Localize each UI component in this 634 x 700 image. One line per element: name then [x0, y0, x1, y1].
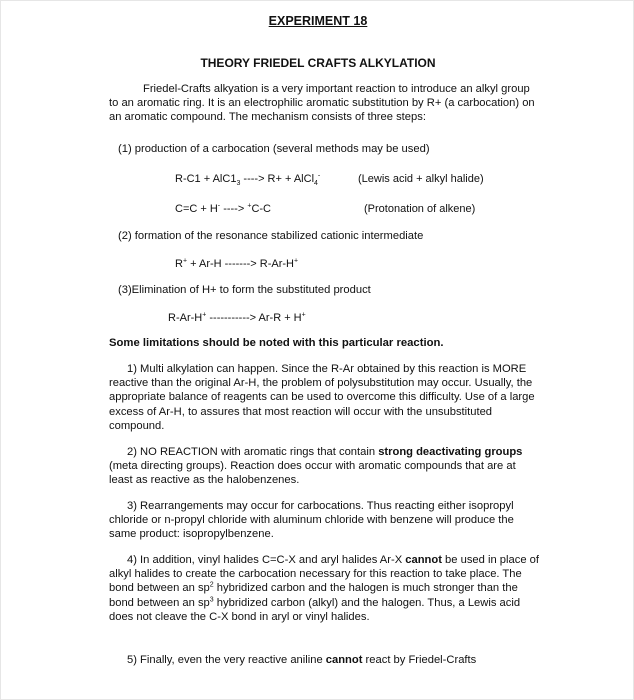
- intro-paragraph: Friedel-Crafts alkyation is a very important reaction to introduce an alkyl group to an aromatic ring. It is an electrophilic aromatic substitution by R+ (a carbocation) on an aromatic compound. The mechanism consists of three steps:: [109, 83, 535, 124]
- equation-1-note: (Lewis acid + alkyl halide): [358, 173, 484, 185]
- limitation-1: 1) Multi alkylation can happen. Since the R-Ar obtained by this reaction is MORE reactive than the original Ar-H, the problem of polysubstitution may occur. Usually, the appropriate balance of reagents can be used to overcome this difficulty. Use of a large excess of Ar-H, to assures that most reaction will occur with the unsubstituted compound.: [109, 363, 535, 432]
- equation-3-sup-2: +: [293, 257, 299, 265]
- equation-2-c: C-C: [251, 203, 271, 215]
- limitation-4-bold: cannot: [405, 554, 442, 566]
- equation-1-mid: ----> R+ + AlCl: [240, 173, 315, 185]
- limitation-4-text-a: 4) In addition, vinyl halides C=C-X and aryl halides Ar-X: [127, 554, 406, 566]
- equation-4-sup-1: +: [202, 311, 207, 319]
- equation-1: [175, 172, 321, 188]
- equation-2-sup-1: -: [217, 202, 221, 210]
- equation-3-a: R: [175, 258, 183, 270]
- limitation-2-bold: strong deactivating groups: [378, 446, 523, 458]
- limitation-4: [109, 553, 541, 624]
- step-2-text: (2) formation of the resonance stabilized cationic intermediate: [118, 230, 424, 242]
- step-3-text: (3)Elimination of H+ to form the substituted product: [118, 284, 371, 296]
- page-title: EXPERIMENT 18: [268, 14, 368, 28]
- limitation-4-text-b: be used in place of alkyl halides to create the carbocation necessary for this reaction to take place. The bond between an sp: [109, 554, 539, 595]
- equation-2-sup-2: +: [247, 202, 252, 210]
- equation-2-note: (Protonation of alkene): [364, 203, 476, 215]
- equation-2: [175, 203, 271, 215]
- step-1-text: (1) production of a carbocation (several methods may be used): [118, 143, 430, 155]
- equation-4-b: -----------> Ar-R + H: [206, 312, 302, 324]
- limitation-4-sup-2: 3: [209, 595, 214, 603]
- equation-3-sup-1: +: [182, 257, 188, 265]
- equation-4-a: R-Ar-H: [168, 312, 203, 324]
- limitation-5-bold: cannot: [325, 654, 363, 666]
- limitation-3: 3) Rearrangements may occur for carbocations. Thus reacting either isopropyl chloride or n-propyl chloride with aluminum chloride with benzene will produce the same product: isopropylbenzene.: [109, 500, 514, 541]
- limitation-4-sup-1: 2: [209, 581, 214, 589]
- limitation-4-text-d: hybridized carbon (alkyl) and the halogen. Thus, a Lewis acid does not cleave the C-X bond in aryl or vinyl halides.: [109, 596, 521, 623]
- equation-1-superscript: -: [317, 172, 321, 180]
- limitation-2-text-a: 2) NO REACTION with aromatic rings that contain: [127, 446, 379, 458]
- equation-4: [168, 312, 306, 324]
- equation-1-lhs-subscript: 3: [236, 180, 241, 188]
- equation-2-arrow: ---->: [220, 203, 248, 215]
- limitation-2-text-b: (meta directing groups). Reaction does occur with aromatic compounds that are at least as reactive as the halobenzenes.: [109, 460, 516, 487]
- limitation-2: [109, 445, 541, 488]
- limitation-5-text-a: 5) Finally, even the very reactive aniline: [127, 654, 326, 666]
- equation-1-lhs: R-C1 + AlC1: [175, 173, 237, 185]
- equation-2-a: C=C + H: [175, 203, 218, 215]
- equation-3-b: + Ar-H -------> R-Ar-H: [187, 258, 294, 270]
- limitations-heading: Some limitations should be noted with this particular reaction.: [109, 337, 444, 349]
- equation-1-subscript: 4: [314, 180, 318, 188]
- limitation-5: [109, 653, 541, 667]
- section-heading: THEORY FRIEDEL CRAFTS ALKYLATION: [200, 56, 436, 70]
- equation-3: [175, 258, 298, 270]
- limitation-5-text-b: react by Friedel-Crafts: [362, 654, 477, 666]
- limitation-4-text-c: hybridized carbon and the halogen is much stronger than the bond between an sp: [109, 582, 518, 609]
- equation-4-sup-2: +: [301, 311, 306, 319]
